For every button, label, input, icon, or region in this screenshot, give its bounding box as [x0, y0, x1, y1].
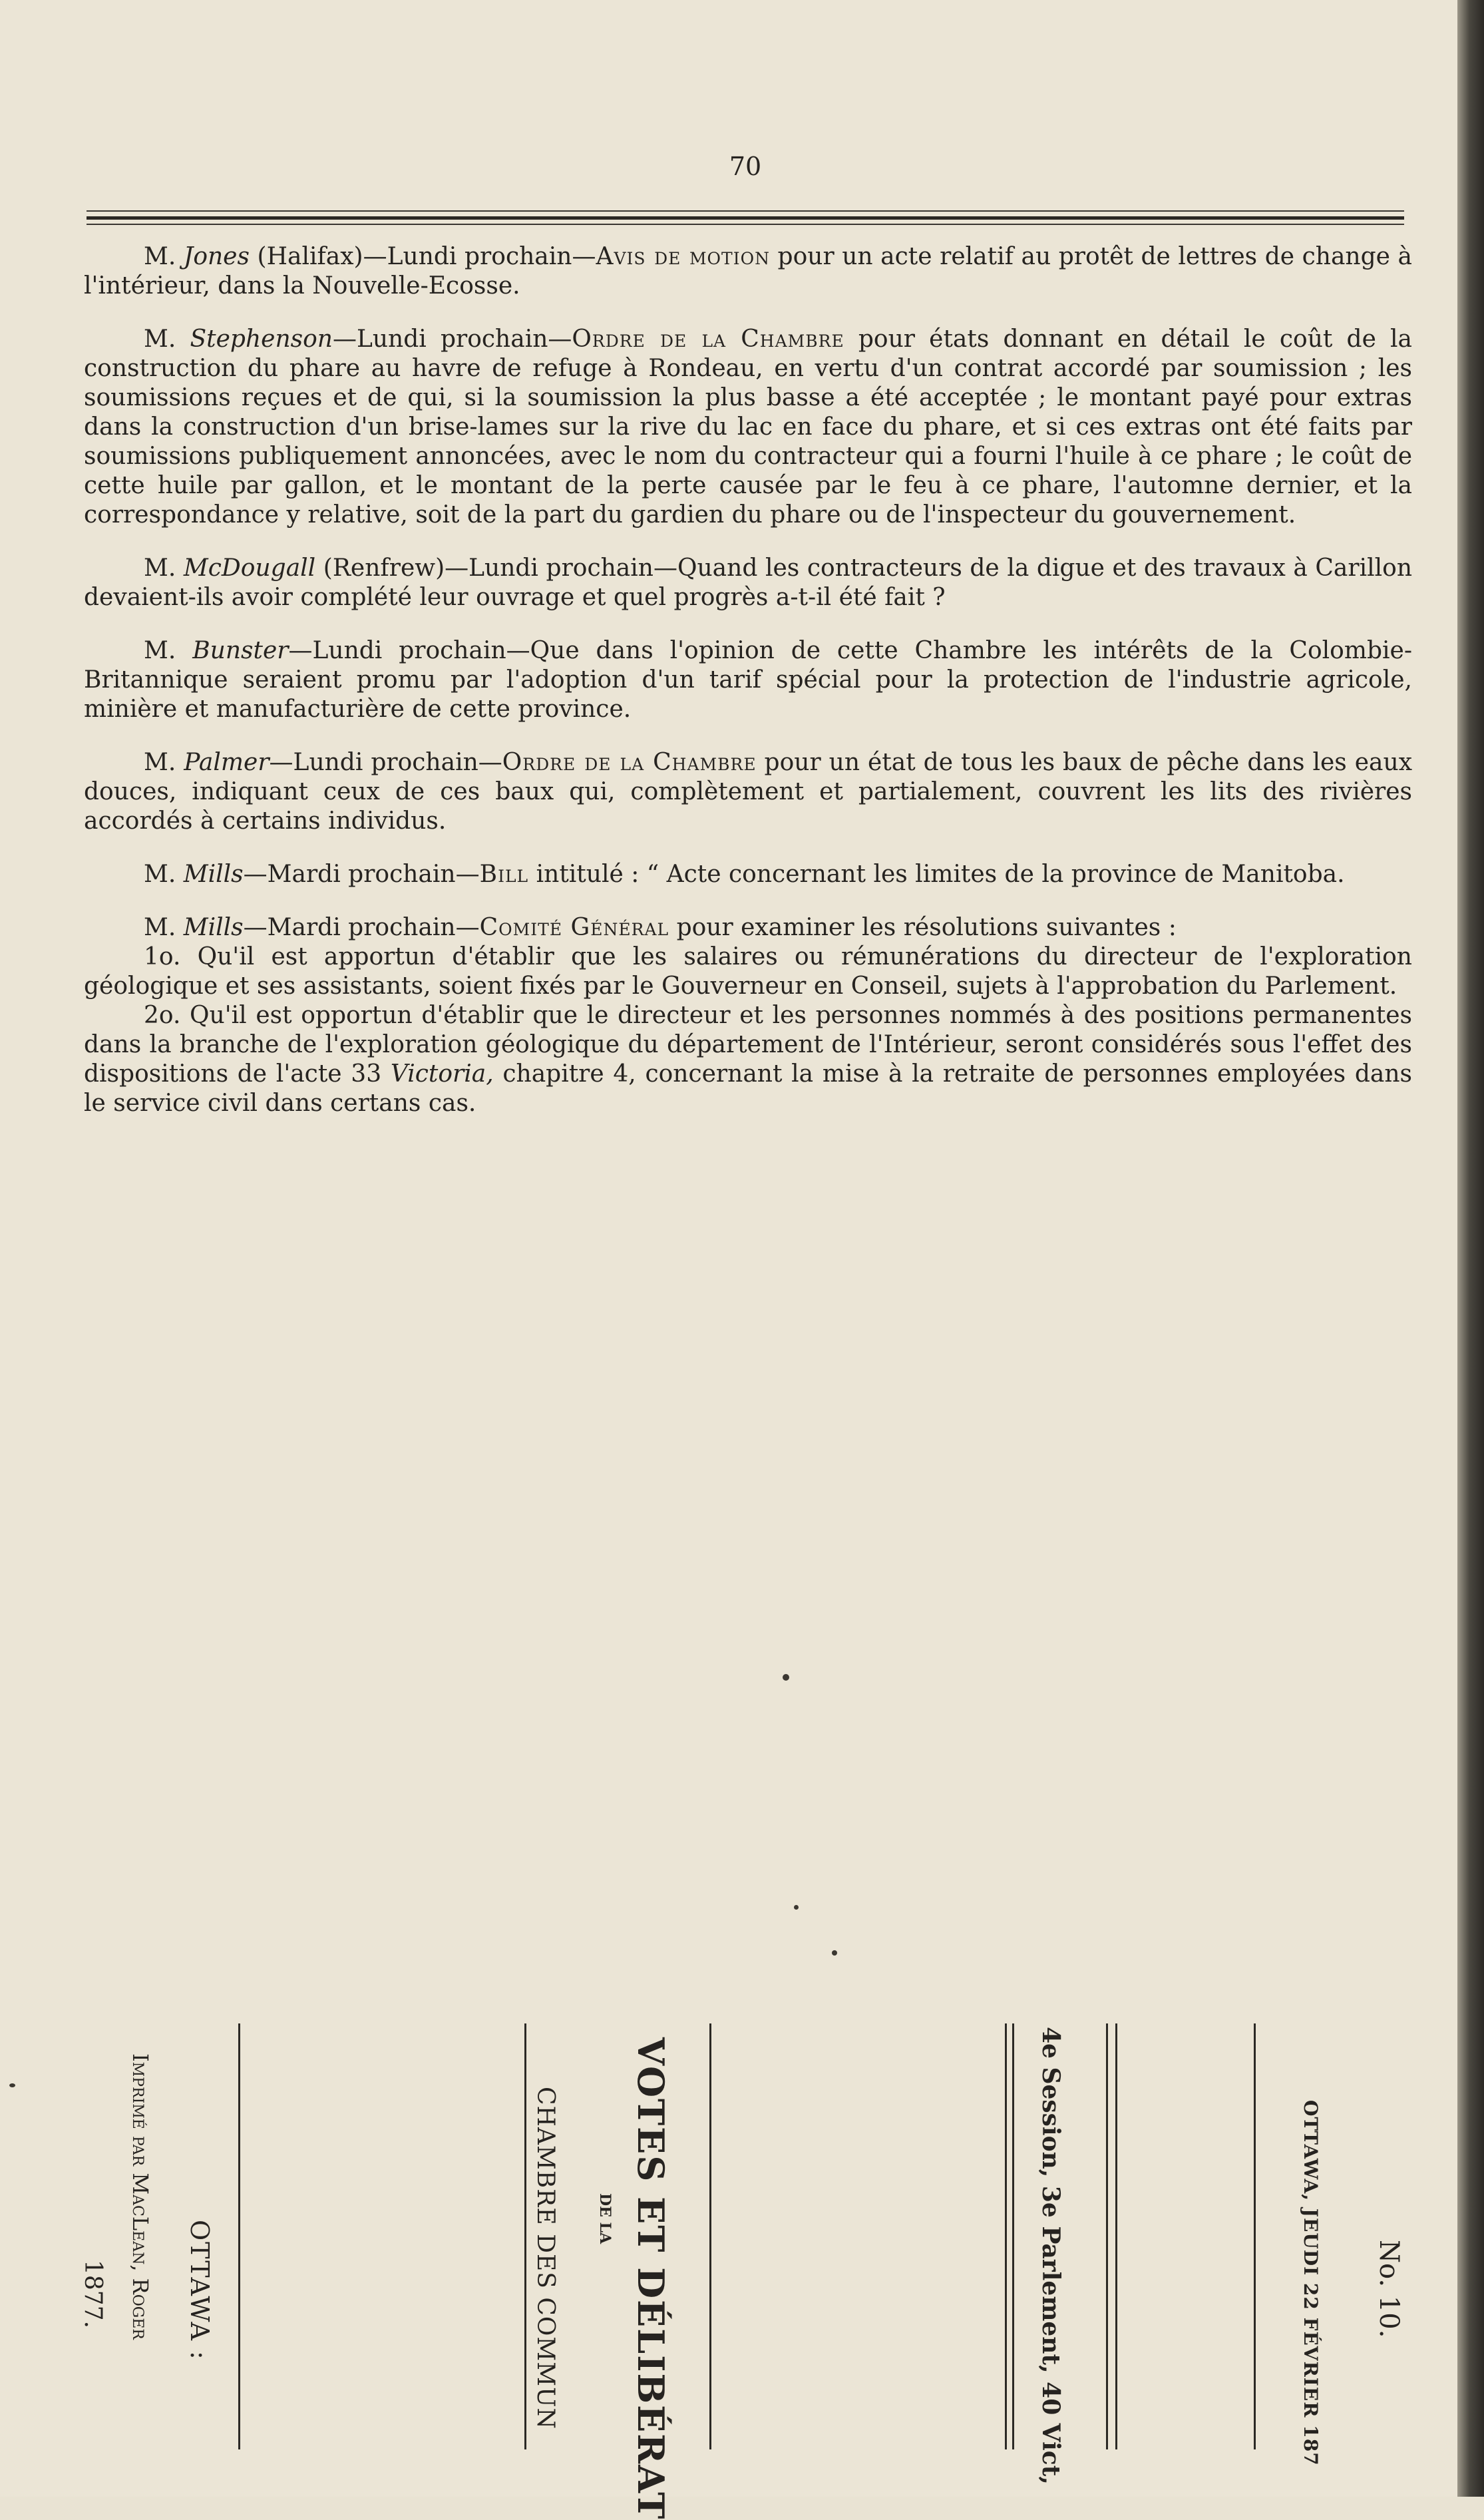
- session-line: 4e Session, 3e Parlement, 40 Vict,: [1037, 2027, 1065, 2485]
- title-year-col: [67, 2013, 113, 2439]
- member-name: McDougall: [183, 554, 316, 582]
- motion-paragraph: M. Stephenson—Lundi prochain—Ordre de la Chambre pour états donnant en détail le coût de la construction du phare au havre de refuge à Rondeau, en vertu d'un contrat accordé par soumission ; les soumissions reçues et de qui, si la soumission la plus basse a été acceptée ; le montant payé pour extras dans la construction d'un brise-lames sur la rive du lac en face du phare, et si ces extras ont été faits par soumissions publiquement annoncées, avec le nom du contracteur qui a fourni l'huile à ce phare ; le coût de cette huile par gallon, et le montant de la perte causée par le feu à ce phare, l'automne dernier, et la correspondance y relative, soit de la part du gardien du phare ou de l'inspecteur du gouvernement.: [84, 325, 1413, 528]
- title-rule: [238, 2023, 240, 2449]
- issue-date: OTTAWA, JEUDI 22 FÉVRIER 187: [1300, 2100, 1322, 2466]
- title-dela-col: [574, 2013, 620, 2439]
- print-city: OTTAWA :: [185, 2220, 214, 2361]
- title-de-la: DE LA: [596, 2193, 614, 2244]
- ink-speck: [9, 2083, 15, 2087]
- resolution-1: 1o. Qu'il est apportun d'établir que les salaires ou rémunérations du directeur de l'exploration géologique et ses assistants, soient fixés par le Gouverneur en Conseil, sujets à l'approbation du Parlement.: [84, 943, 1412, 1000]
- member-name: Stephenson: [190, 325, 333, 353]
- motions-body: [84, 242, 1412, 1142]
- member-name: Bunster: [192, 637, 289, 664]
- title-number-col: [1364, 2013, 1411, 2439]
- title-main-col: [630, 2013, 679, 2520]
- printer-line: Imprimé par MacLean, Roger: [128, 2053, 153, 2340]
- motion-paragraph: M. Bunster—Lundi prochain—Que dans l'opinion de cette Chambre les intérêts de la Colombie-Britannique seraient promu par l'adoption d'un tarif spécial pour la protection de l'industrie agricole, minière et manufacturière de cette province.: [84, 637, 1412, 723]
- title-rule: [709, 2023, 711, 2449]
- motion-paragraph: M. Jones (Halifax)—Lundi prochain—Avis de motion pour un acte relatif au protêt de lettres de change à l'intérieur, dans la Nouvelle-Ecosse.: [84, 243, 1413, 300]
- motion-paragraph: M. Palmer—Lundi prochain—Ordre de la Chambre pour un état de tous les baux de pêche dans les eaux douces, indiquant ceux de ces baux qui, complètement et partialement, couvrent les lits des rivières accordés à certains individus.: [84, 749, 1413, 835]
- resolution-2: 2o. Qu'il est opportun d'établir que le directeur et les personnes nommés à des positions permanentes dans la branche de l'exploration géologique du département de l'Intérieur, seront considérés sous l'effet des dispositions de l'acte 33 Victoria, chapitre 4, concernant la mise à la retraite de personnes employées dans le service civil dans certans cas.: [84, 1002, 1412, 1117]
- issue-number: No. 10.: [1374, 2240, 1404, 2338]
- book-spine: [1457, 0, 1484, 2497]
- title-rule: [1115, 2023, 1117, 2449]
- page-number: 70: [729, 152, 762, 181]
- title-rule: [524, 2023, 526, 2449]
- title-rule-double: [1005, 2023, 1007, 2449]
- motion-paragraph: M. McDougall (Renfrew)—Lundi prochain—Quand les contracteurs de la digue et des travaux à Carillon devaient-ils avoir complété leur ouvrage et quel progrès a-t-il été fait ?: [84, 554, 1413, 611]
- title-city-col: [174, 2013, 221, 2439]
- header-rule-bottom: [87, 224, 1404, 225]
- ink-speck: [794, 1905, 799, 1910]
- header-rule-main: [87, 216, 1404, 220]
- header-rule-top: [87, 210, 1404, 212]
- chamber-name: CHAMBRE DES COMMUN: [532, 2087, 559, 2429]
- title-date-col: [1282, 2013, 1328, 2466]
- print-year: 1877.: [79, 2260, 106, 2329]
- motion-paragraph: M. Mills—Mardi prochain—Comité Général pour examiner les résolutions suivantes :: [144, 914, 1177, 941]
- member-name: Mills: [183, 861, 244, 888]
- motion-paragraph: M. Mills—Mardi prochain—Bill intitulé : “ Acte concernant les limites de la province de Manitoba.: [144, 861, 1345, 888]
- title-rule-col: [1105, 2013, 1151, 2439]
- member-name: Jones: [183, 243, 250, 270]
- member-name: Palmer: [184, 749, 270, 776]
- ink-speck: [783, 1674, 789, 1681]
- title-session-col: [1025, 2013, 1071, 2485]
- title-rule: [1254, 2023, 1256, 2449]
- publication-title: VOTES ET DÉLIBÉRAT: [630, 2037, 672, 2520]
- ink-speck: [832, 1950, 837, 1956]
- title-rule: [1106, 2023, 1108, 2449]
- title-printer-col: [113, 2013, 160, 2439]
- member-name: Mills: [183, 914, 244, 941]
